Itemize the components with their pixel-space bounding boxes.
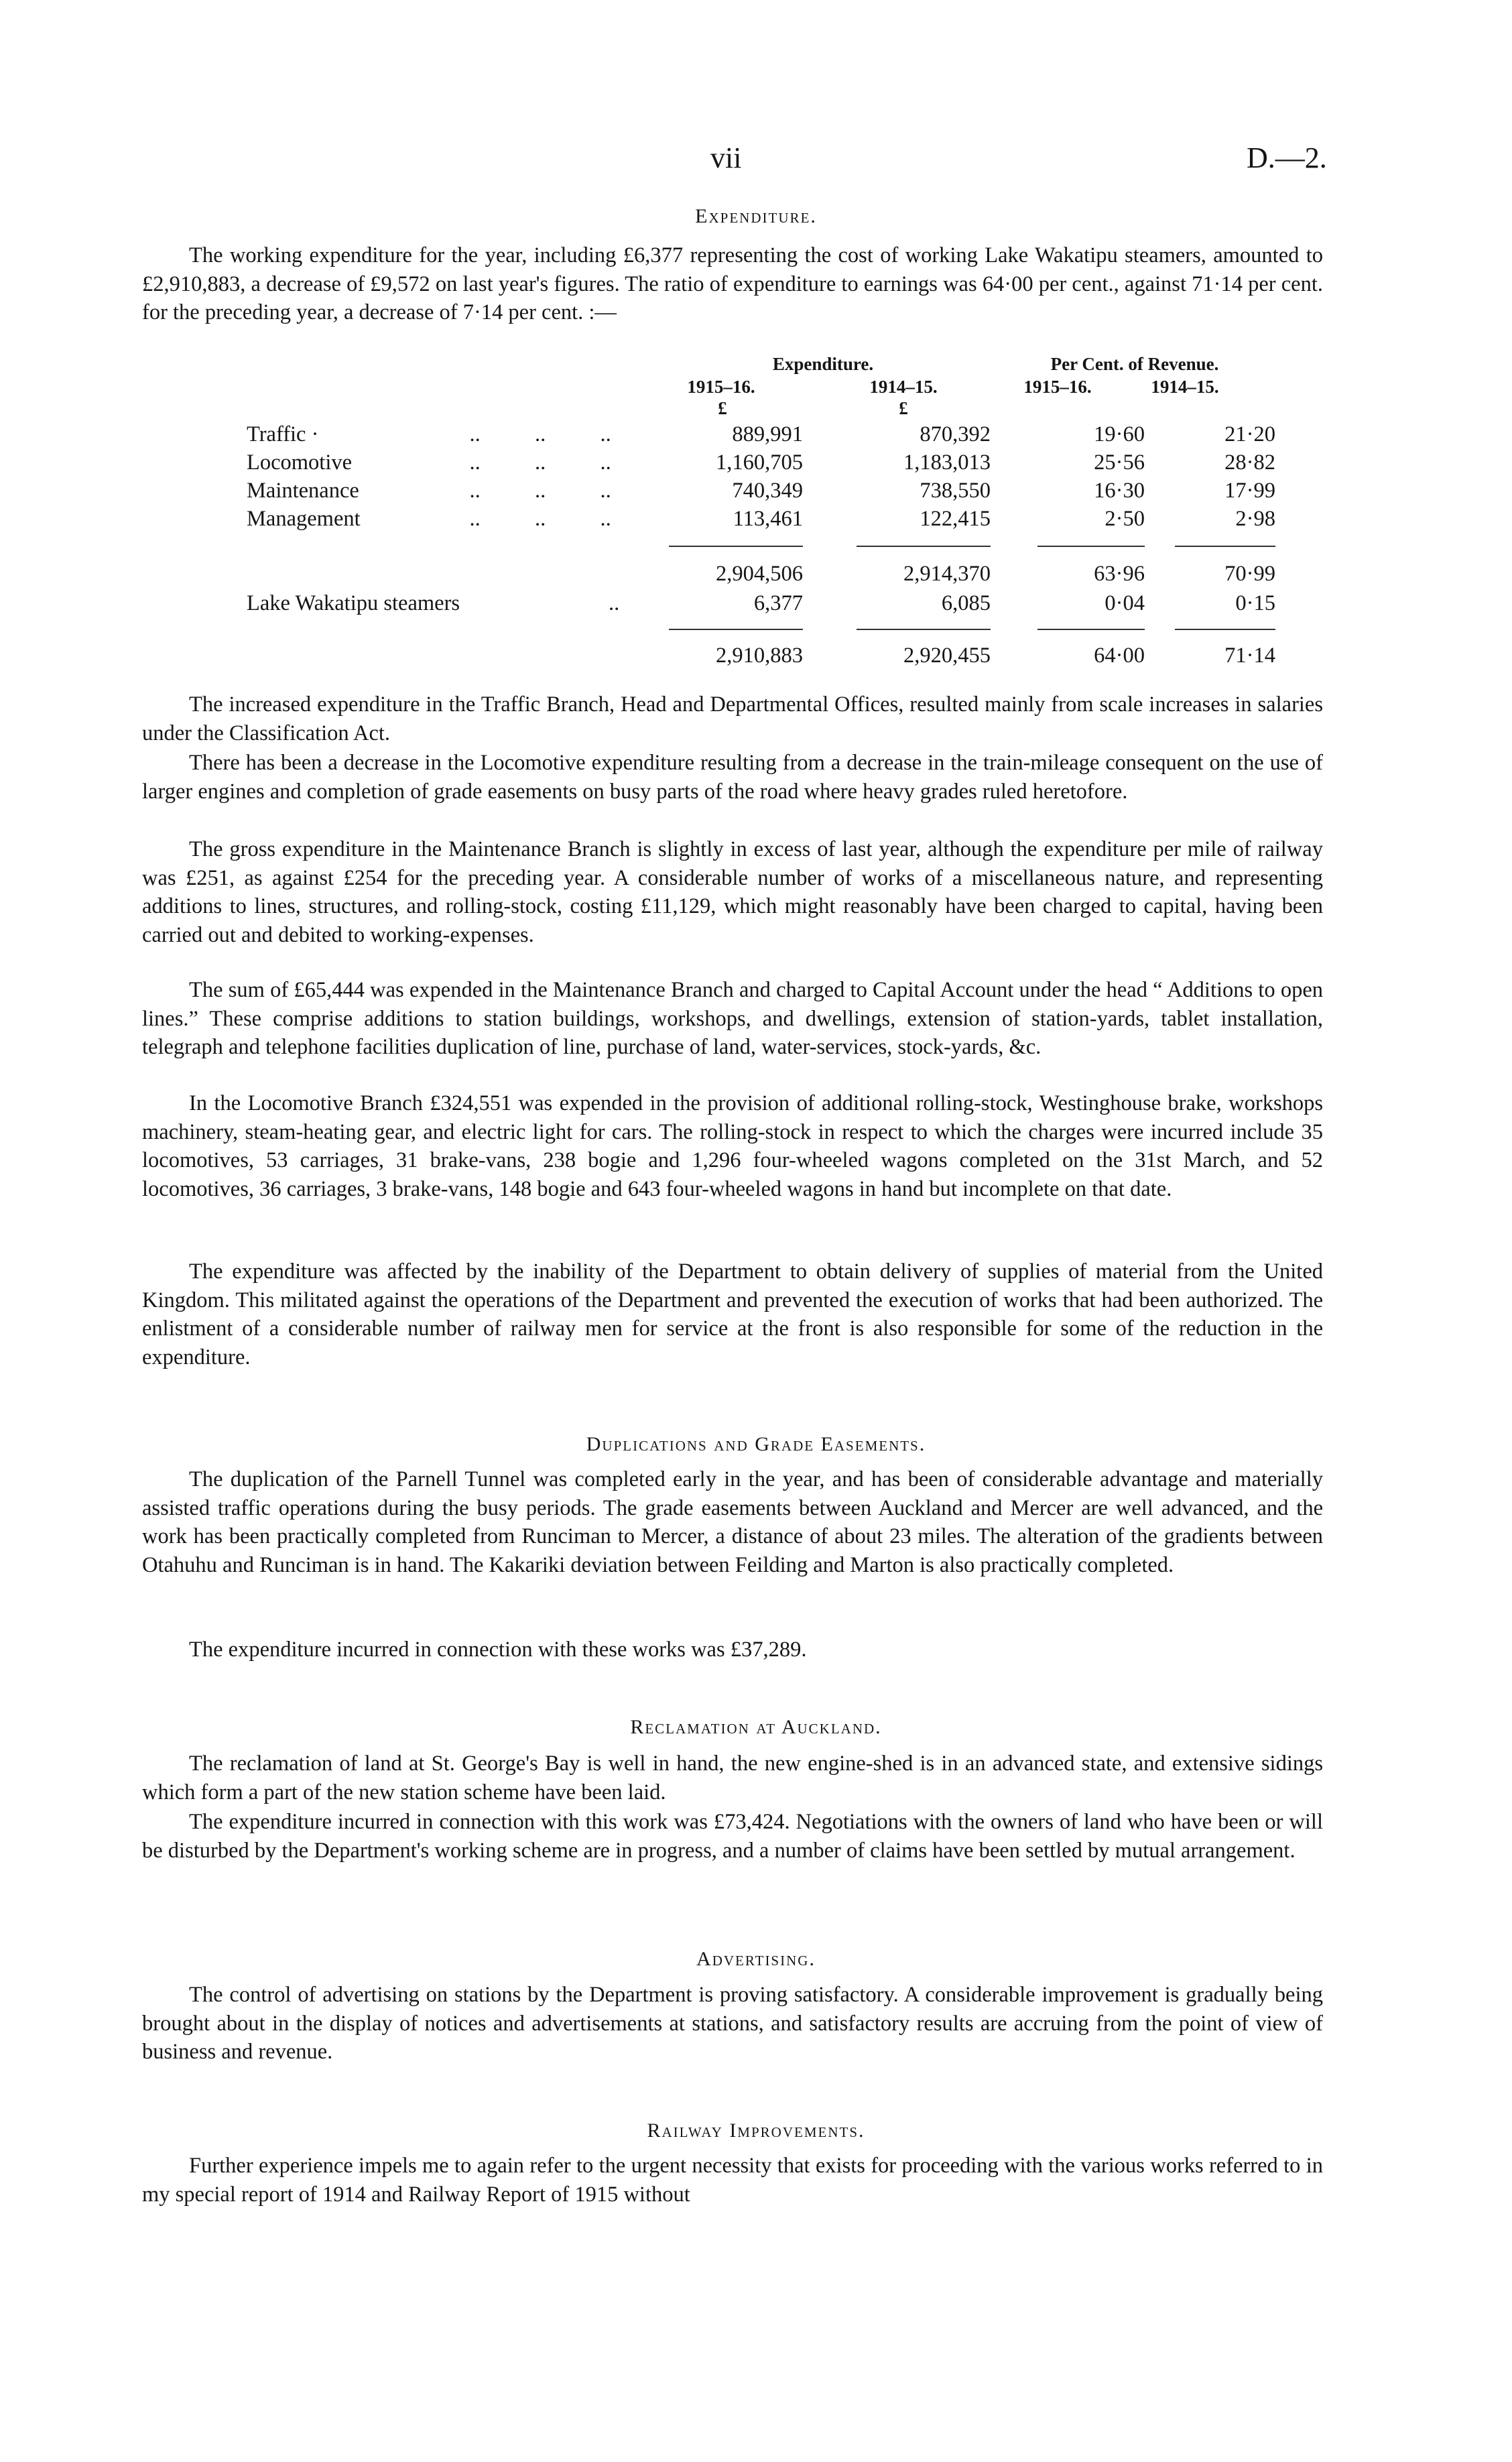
table-cell: 16·30 <box>1094 479 1145 503</box>
table-cell: 6,377 <box>753 591 803 615</box>
table-cell: 870,392 <box>920 422 991 446</box>
paragraph: The reclamation of land at St. George's Bay is well in hand, the new engine-shed is in an advanced state, and extensive sidings which form a part of the new station scheme have been laid. <box>142 1751 1323 1804</box>
table-cell: 21·20 <box>1224 422 1275 446</box>
paragraph: The expenditure was affected by the inability of the Department to obtain delivery of supplies of material from the United Kingdom. This militated against the operations of the Department and prevented the execution of works that had been authorized. The enlistment of a considerable number of railway men for service at the front is also responsible for some of the reduction in the expenditure. <box>142 1259 1323 1369</box>
sum-rule <box>857 546 991 547</box>
paragraph: There has been a decrease in the Locomotive expenditure resulting from a decrease in the train-mileage consequent on the use of larger engines and completion of grade easements on busy parts of the road where heavy grades ruled heretofore. <box>142 751 1323 804</box>
table-cell: 6,085 <box>941 591 991 615</box>
table-cell: 2,904,506 <box>716 562 803 586</box>
year-header: 1914–15. <box>869 377 938 397</box>
heading-reclamation: Reclamation at Auckland. <box>630 1716 882 1738</box>
table-cell: 28·82 <box>1224 450 1275 475</box>
row-label: Locomotive .. .. .. <box>247 450 611 475</box>
year-header: 1915–16. <box>1023 377 1092 397</box>
table-cell: 2,920,455 <box>903 643 991 668</box>
table-cell: 0·04 <box>1105 591 1145 615</box>
table-cell: 71·14 <box>1224 643 1275 668</box>
table-cell: 1,160,705 <box>716 450 803 475</box>
table-cell: 1,183,013 <box>903 450 991 475</box>
table-cell: 64·00 <box>1094 643 1145 668</box>
currency-symbol: £ <box>899 398 908 418</box>
row-label: Management .. .. .. <box>247 507 611 531</box>
table-cell: 740,349 <box>732 479 803 503</box>
row-label: Lake Wakatipu steamers .. <box>247 591 620 615</box>
sum-rule <box>669 546 803 547</box>
year-header: 1914–15. <box>1151 377 1219 397</box>
table-cell: 2,910,883 <box>716 643 803 668</box>
sum-rule <box>669 629 803 630</box>
paragraph: Further experience impels me to again refer to the urgent necessity that exists for proceeding with the various works referred to in my special report of 1914 and Railway Report of 1915 without <box>142 2154 1323 2207</box>
paragraph: The sum of £65,444 was expended in the Maintenance Branch and charged to Capital Account under the head “ Additions to open lines.” These comprise additions to station buildings, workshops, and dwellings, extension of station-yards, tablet installation, telegraph and telephone facilities duplication of line, purchase of land, water-services, stock-yards, &c. <box>142 978 1323 1059</box>
paragraph: The control of advertising on stations by the Department is proving satisfactory. A considerable improvement is gradually being brought about in the display of notices and advertisements at stations, and satisfactory results are accruing from the point of view of business and revenue. <box>142 1983 1323 2064</box>
sum-rule <box>1037 546 1145 547</box>
paragraph: The increased expenditure in the Traffic Branch, Head and Departmental Offices, resulted mainly from scale increases in salaries under the Classification Act. <box>142 692 1323 745</box>
page-number: vii <box>710 141 742 174</box>
sum-rule <box>1037 629 1145 630</box>
table-cell: 25·56 <box>1094 450 1145 475</box>
table-cell: 63·96 <box>1094 562 1145 586</box>
table-cell: 17·99 <box>1224 479 1275 503</box>
heading-railway-improvements: Railway Improvements. <box>647 2119 865 2142</box>
document-reference: D.—2. <box>1247 141 1327 174</box>
table-cell: 19·60 <box>1094 422 1145 446</box>
table-cell: 122,415 <box>920 507 991 531</box>
paragraph: The gross expenditure in the Maintenance Branch is slightly in excess of last year, although the expenditure per mile of railway was £251, as against £254 for the preceding year. A considerable number of works of a miscellaneous nature, and representing additions to lines, structures, and rolling-stock, costing £11,129, which might reasonably have been charged to capital, having been carried out and debited to working-expenses. <box>142 837 1323 947</box>
table-cell: 2·98 <box>1235 507 1275 531</box>
table-cell: 889,991 <box>732 422 803 446</box>
paragraph: In the Locomotive Branch £324,551 was expended in the provision of additional rolling-stock, Westinghouse brake, workshops machinery, steam-heating gear, and electric light for cars. The rolling-stock in respect to which the charges were incurred include 35 locomotives, 53 carriages, 31 brake-vans, 238 bogie and 1,296 four-wheeled wagons completed on the 31st March, and 52 locomotives, 36 carriages, 3 brake-vans, 148 bogie and 643 four-wheeled wagons in hand but incomplete on that date. <box>142 1091 1323 1201</box>
heading-advertising: Advertising. <box>696 1948 816 1970</box>
table-cell: 2,914,370 <box>903 562 991 586</box>
heading-duplications: Duplications and Grade Easements. <box>586 1433 926 1455</box>
sum-rule <box>1175 546 1275 547</box>
header-percent-revenue: Per Cent. of Revenue. <box>1050 354 1219 374</box>
expenditure-intro: The working expenditure for the year, including £6,377 representing the cost of working Lake Wakatipu steamers, amounted to £2,910,883, a decrease of £9,572 on last year's figures. The ratio of expenditure to earnings was 64·00 per cent., against 71·14 per cent. for the preceding year, a decrease of 7·14 per cent. :— <box>142 243 1323 324</box>
sum-rule <box>857 629 991 630</box>
row-label: Traffic · .. .. .. <box>247 422 611 446</box>
paragraph: The expenditure incurred in connection with these works was £37,289. <box>189 1638 807 1662</box>
year-header: 1915–16. <box>687 377 755 397</box>
sum-rule <box>1175 629 1275 630</box>
paragraph: The expenditure incurred in connection with this work was £73,424. Negotiations with the owners of land who have been or will be disturbed by the Department's working scheme are in progress, and a number of claims have been settled by mutual arrangement. <box>142 1810 1323 1863</box>
table-cell: 70·99 <box>1224 562 1275 586</box>
table-cell: 113,461 <box>733 507 803 531</box>
heading-expenditure: Expenditure. <box>695 205 817 227</box>
paragraph: The duplication of the Parnell Tunnel was completed early in the year, and has been of considerable advantage and materially assisted traffic operations during the busy periods. The grade easements between Auckland and Mercer are well advanced, and the work has been practically completed from Runciman to Mercer, a distance of about 23 miles. The alteration of the gradients between Otahuhu and Runciman is in hand. The Kakariki deviation between Feilding and Marton is also practically completed. <box>142 1467 1323 1577</box>
table-cell: 0·15 <box>1235 591 1275 615</box>
currency-symbol: £ <box>718 398 727 418</box>
table-cell: 2·50 <box>1105 507 1145 531</box>
row-label: Maintenance .. .. .. <box>247 479 611 503</box>
table-cell: 738,550 <box>920 479 991 503</box>
header-expenditure: Expenditure. <box>772 354 874 374</box>
